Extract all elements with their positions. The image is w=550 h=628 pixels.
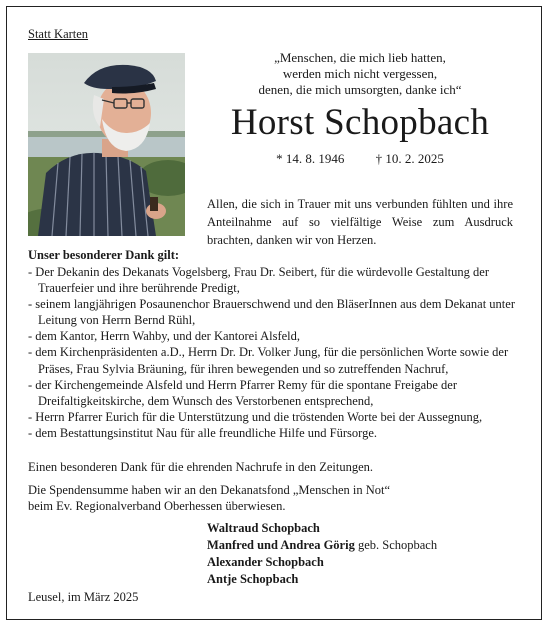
list-item: - der Kirchengemeinde Alsfeld und Herrn Pfarrer Remy für die spontane Freigabe der Dreifaltigkeitskirche, dem Wunsch des Verstorbenen entsprechend, [28,377,458,408]
life-dates [205,151,515,167]
list-item: - seinem langjährigen Posaunenchor Brauerschwend und den BläserInnen aus dem Dekanat unter Leitung von Herrn Bernd Rühl, [28,297,515,328]
list-item: - dem Kantor, Herrn Wahby, und der Kantorei Alsfeld, [28,329,301,344]
donation-note [28,482,390,514]
signature-name: Manfred und Andrea Görig [207,538,355,552]
donation-line: beim Ev. Regionalverband Oberhessen überwiesen. [28,499,286,513]
quote-line: denen, die mich umsorgten, danke ich“ [258,82,462,97]
special-thanks-list [28,264,528,441]
header-note: Statt Karten [28,27,89,41]
death-date: † 10. 2. 2025 [375,151,444,166]
quote-line: „Menschen, die mich lieb hatten, [274,50,446,65]
list-item: - Der Dekanin des Dekanats Vogelsberg, Frau Dr. Seibert, für die würdevolle Gestaltung der Trauerfeier und ihre berührende Predigt, [28,265,489,296]
birth-date: * 14. 8. 1946 [276,151,345,166]
list-item: - dem Bestattungsinstitut Nau für alle freundliche Hilfe und Fürsorge. [28,425,377,440]
deceased-name: Horst Schopbach [230,102,490,143]
signature-suffix: geb. Schopbach [354,538,438,552]
obituary-thanks: Einen besonderen Dank für die ehrenden Nachrufe in den Zeitungen. [28,460,374,474]
signature-name: Antje Schopbach [207,572,299,586]
signature-name: Waltraud Schopbach [207,521,320,535]
special-thanks-title: Unser besonderer Dank gilt: [28,248,180,262]
donation-line: Die Spendensumme haben wir an den Dekanatsfond „Menschen in Not“ [28,483,391,497]
signatures [207,520,437,588]
memorial-quote [205,50,515,98]
portrait-photo [28,53,185,236]
quote-line: werden mich nicht vergessen, [282,66,438,81]
thanks-text: Allen, die sich in Trauer mit uns verbunden fühlten und ihre Anteilnahme auf so vielfältige Weise zum Ausdruck brachten, danken wir von Herzen. [207,197,513,247]
list-item: - Herrn Pfarrer Eurich für die Unterstützung und die tröstenden Worte bei der Aussegnung, [28,409,483,424]
list-item: - dem Kirchenpräsidenten a.D., Herrn Dr. Dr. Volker Jung, für die persönlichen Worte sowie der Präses, Frau Sylvia Bräuning, für ihren bewegenden und so zutreffenden Nachruf, [28,345,509,376]
signature-name: Alexander Schopbach [207,555,324,569]
place-date: Leusel, im März 2025 [28,590,139,604]
